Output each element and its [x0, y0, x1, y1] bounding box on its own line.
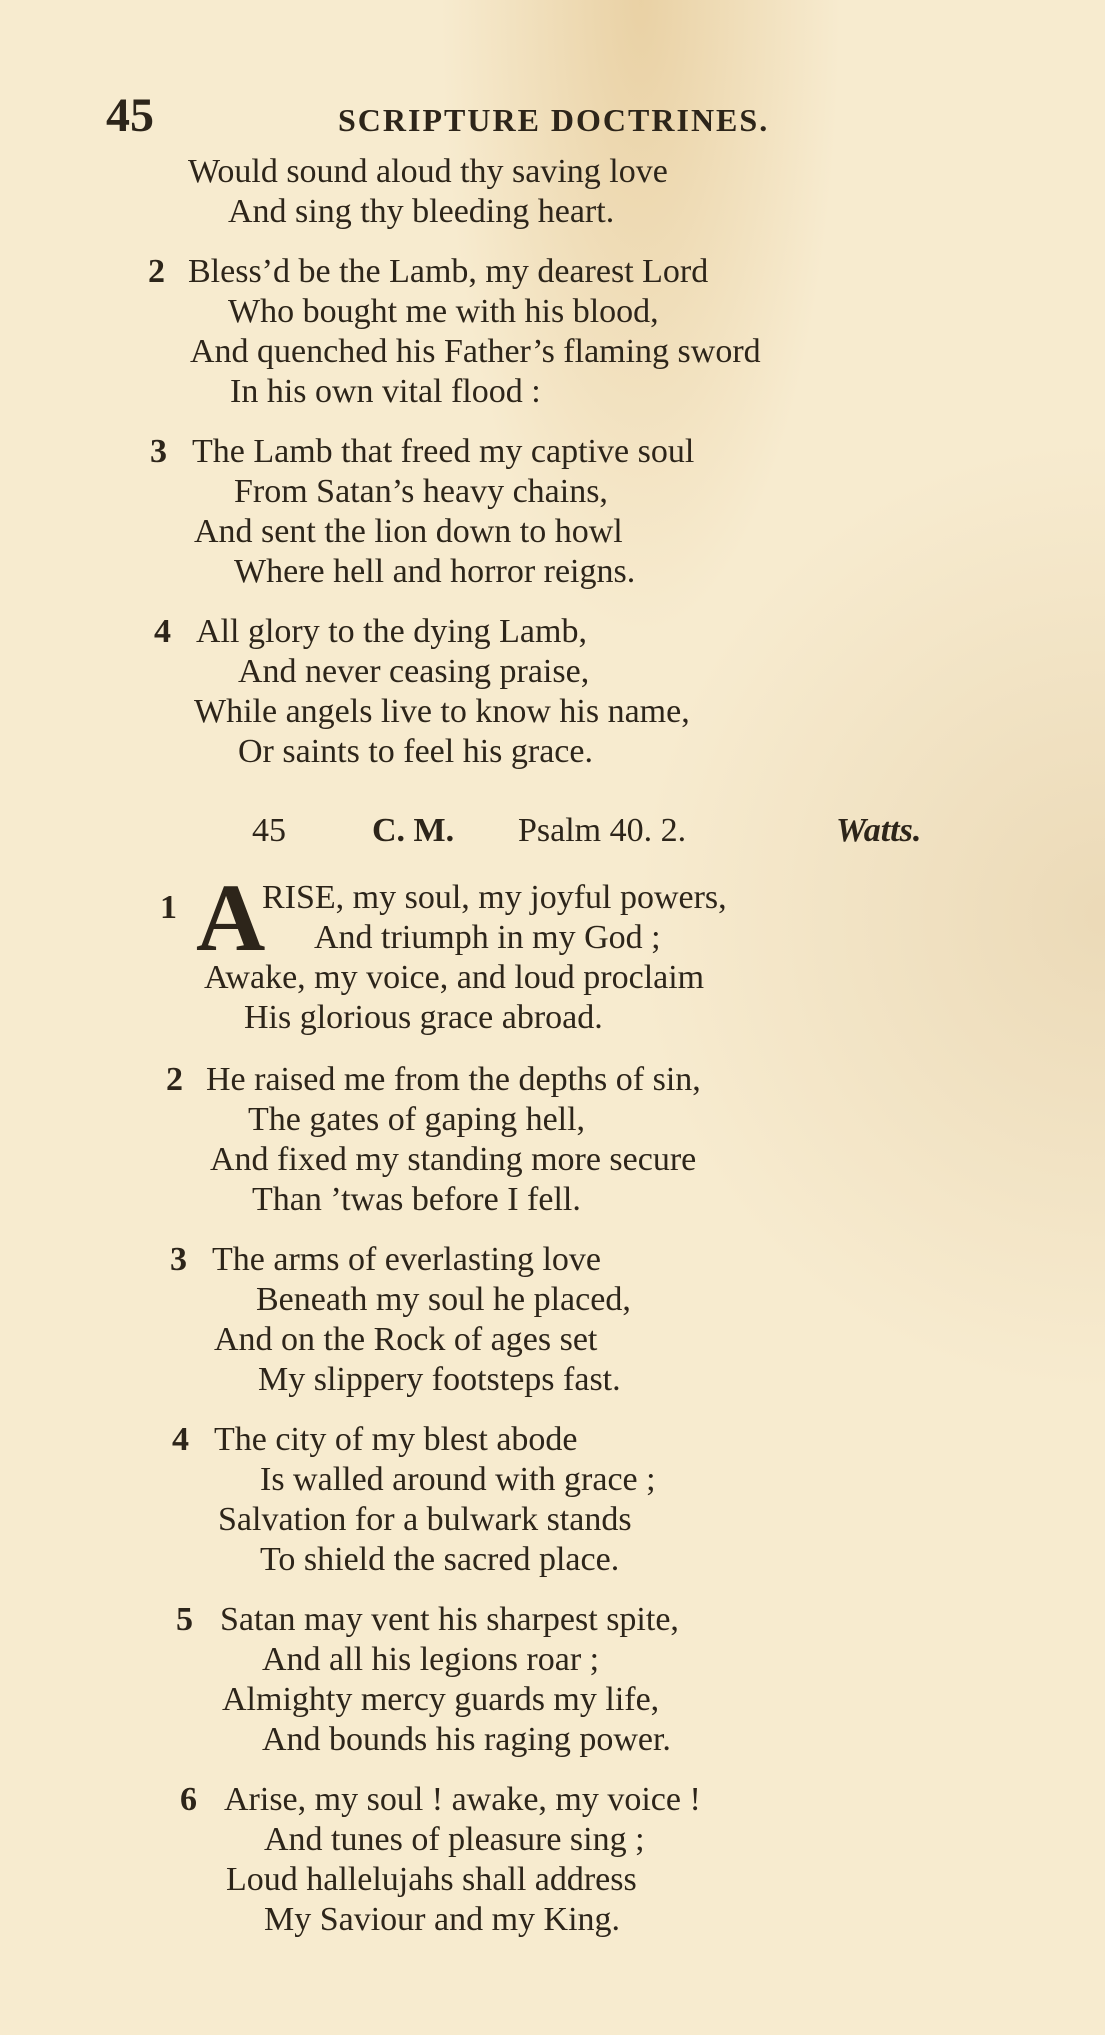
stanza-number: 2 — [148, 253, 165, 290]
stanza-number: 2 — [166, 1061, 183, 1098]
verse-line: Arise, my soul ! awake, my voice ! — [224, 1781, 701, 1818]
verse-line: The city of my blest abode — [214, 1421, 578, 1458]
stanza-number: 6 — [180, 1781, 197, 1818]
verse-line: And triumph in my God ; — [314, 919, 661, 956]
verse-line: And sing thy bleeding heart. — [228, 193, 615, 230]
verse-line: The gates of gaping hell, — [248, 1101, 586, 1138]
hymn-meter: C. M. — [372, 812, 455, 849]
verse-line: Salvation for a bulwark stands — [218, 1501, 632, 1538]
verse-line: And never ceasing praise, — [238, 653, 590, 690]
hymn-scripture: Psalm 40. 2. — [518, 812, 687, 849]
stanza-number: 4 — [154, 613, 171, 650]
verse-line: The arms of everlasting love — [212, 1241, 601, 1278]
verse-line: To shield the sacred place. — [260, 1541, 620, 1578]
verse-line: Or saints to feel his grace. — [238, 733, 593, 770]
page-number: 45 — [106, 89, 154, 142]
stanza-number: 4 — [172, 1421, 189, 1458]
verse-line: Awake, my voice, and loud proclaim — [204, 959, 705, 996]
verse-line: While angels live to know his name, — [194, 693, 690, 730]
verse-line: Satan may vent his sharpest spite, — [220, 1601, 679, 1638]
verse-line: RISE, my soul, my joyful powers, — [262, 879, 727, 916]
stanza-number: 3 — [170, 1241, 187, 1278]
verse-line: Who bought me with his blood, — [228, 293, 659, 330]
hymn-author: Watts. — [836, 812, 922, 849]
verse-line: Than ’twas before I fell. — [252, 1181, 581, 1218]
verse-line: The Lamb that freed my captive soul — [192, 433, 695, 470]
verse-line: And on the Rock of ages set — [214, 1321, 598, 1358]
verse-line: And bounds his raging power. — [262, 1721, 671, 1758]
running-head — [106, 89, 866, 152]
verse-line: And quenched his Father’s flaming sword — [190, 333, 761, 370]
verse-line: Would sound aloud thy saving love — [188, 153, 668, 190]
section-title: SCRIPTURE DOCTRINES. — [338, 102, 770, 138]
stanza-number: 3 — [150, 433, 167, 470]
hymn-number: 45 — [252, 812, 286, 849]
drop-cap: A — [196, 864, 266, 971]
verse-line: And fixed my standing more secure — [210, 1141, 697, 1178]
verse-line: Where hell and horror reigns. — [234, 553, 636, 590]
verse-line: Beneath my soul he placed, — [256, 1281, 631, 1318]
verse-line: And sent the lion down to howl — [194, 513, 623, 550]
verse-line: His glorious grace abroad. — [244, 999, 603, 1036]
verse-line: My Saviour and my King. — [264, 1901, 621, 1938]
verse-line: And all his legions roar ; — [262, 1641, 600, 1678]
verse-line: In his own vital flood : — [230, 373, 541, 410]
verse-line: Loud hallelujahs shall address — [226, 1861, 637, 1898]
stanza-number: 1 — [160, 889, 177, 926]
verse-line: My slippery footsteps fast. — [258, 1361, 621, 1398]
verse-line: Is walled around with grace ; — [260, 1461, 656, 1498]
stanza-number: 5 — [176, 1601, 193, 1638]
verse-line: He raised me from the depths of sin, — [206, 1061, 701, 1098]
hymn-header — [252, 808, 972, 854]
verse-line: From Satan’s heavy chains, — [234, 473, 608, 510]
verse-line: And tunes of pleasure sing ; — [264, 1821, 645, 1858]
verse-line: All glory to the dying Lamb, — [196, 613, 587, 650]
verse-line: Almighty mercy guards my life, — [222, 1681, 660, 1718]
verse-line: Bless’d be the Lamb, my dearest Lord — [188, 253, 709, 290]
